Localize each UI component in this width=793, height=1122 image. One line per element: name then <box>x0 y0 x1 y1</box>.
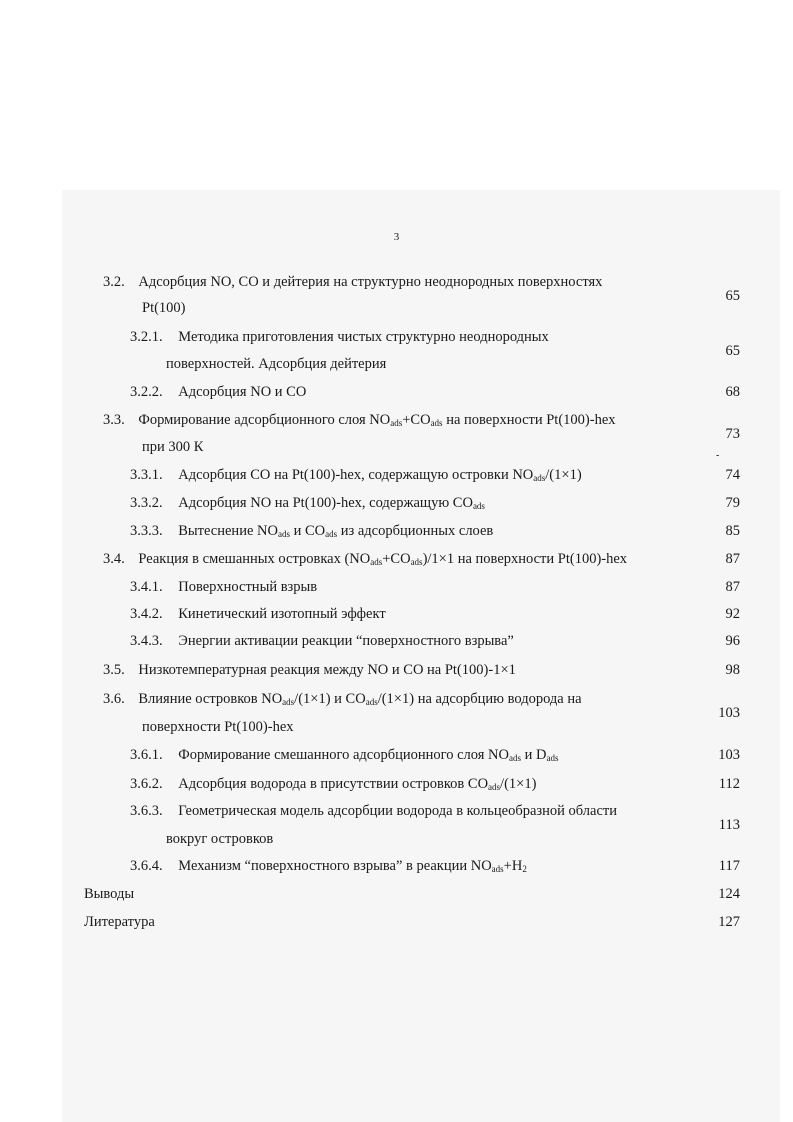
toc-number: 3.4.1. <box>130 579 163 595</box>
toc-page-3-3: 73 <box>725 426 740 442</box>
toc-title-line2: поверхности Pt(100)-hex <box>142 719 294 735</box>
toc-page-references: 127 <box>718 914 740 930</box>
toc-title-line2: при 300 К <box>142 439 204 455</box>
toc-entry-3-5[interactable] <box>103 661 516 679</box>
toc-entry-3-4-1[interactable] <box>130 578 317 596</box>
toc-number: 3.6.3. <box>130 803 163 819</box>
toc-number: 3.3.3. <box>130 523 163 539</box>
scan-mark: - <box>716 450 720 461</box>
toc-title: Формирование смешанного адсорбционного слоя $NO_{ads}$ и $D_{ads}$ <box>178 747 559 763</box>
toc-page-3-5: 98 <box>725 662 740 678</box>
toc-title-line2: вокруг островков <box>166 831 274 847</box>
toc-number: 3.4.2. <box>130 606 163 622</box>
toc-entry-3-4[interactable] <box>103 550 627 568</box>
toc-number: 3.6. <box>103 691 125 707</box>
toc-entry-3-4-2[interactable] <box>130 605 386 623</box>
toc-page-3-3-3: 85 <box>725 523 740 539</box>
toc-number: 3.4.3. <box>130 633 163 649</box>
toc-number: 3.2.2. <box>130 384 163 400</box>
toc-page-3-3-2: 79 <box>725 495 740 511</box>
toc-entry-3-3-3[interactable] <box>130 522 493 540</box>
toc-entry-3-3-2[interactable] <box>130 494 485 512</box>
toc-entry-3-3[interactable] <box>103 411 616 429</box>
toc-title: Энергии активации реакции “поверхностного взрыва” <box>178 633 514 649</box>
toc-page-3-6-1: 103 <box>718 747 740 763</box>
toc-entry-conclusions[interactable]: Выводы <box>84 886 135 902</box>
toc-number: 3.2. <box>103 274 125 290</box>
toc-entry-references[interactable]: Литература <box>84 914 155 930</box>
toc-title: Кинетический изотопный эффект <box>178 606 386 622</box>
toc-number: 3.3.2. <box>130 495 163 511</box>
toc-entry-3-6[interactable] <box>103 690 582 708</box>
toc-number: 3.6.1. <box>130 747 163 763</box>
toc-title-line1: Формирование адсорбционного слоя $NO_{ads}+CO_{ads}$ на поверхности Pt(100)-hex <box>138 412 616 428</box>
toc-number: 3.6.4. <box>130 858 163 874</box>
toc-number: 3.3.1. <box>130 467 163 483</box>
toc-page-3-6-2: 112 <box>718 776 740 792</box>
toc-number: 3.5. <box>103 662 125 678</box>
toc-page-3-4: 87 <box>725 551 740 567</box>
toc-entry-3-6-1[interactable] <box>130 746 558 764</box>
toc-title-line1: Адсорбция NO, CO и дейтерия на структурно неоднородных поверхностях <box>138 274 603 290</box>
toc-title-line1: Методика приготовления чистых структурно неоднородных <box>178 329 549 345</box>
toc-entry-3-6-2[interactable] <box>130 775 536 793</box>
toc-page-3-4-1: 87 <box>725 579 740 595</box>
toc-title-line1: Геометрическая модель адсорбции водорода в кольцеобразной области <box>178 803 617 819</box>
toc-page-3-6-3: 113 <box>718 817 740 833</box>
page-number: 3 <box>393 231 400 243</box>
toc-page-3-6: 103 <box>718 705 740 721</box>
toc-number: 3.3. <box>103 412 125 428</box>
toc-title: Низкотемпературная реакция между NO и CO на Pt(100)-1×1 <box>138 662 516 678</box>
toc-title: Поверхностный взрыв <box>178 579 318 595</box>
toc-number: 3.6.2. <box>130 776 163 792</box>
toc-page-3-4-3: 96 <box>725 633 740 649</box>
toc-entry-3-6-4[interactable] <box>130 857 527 875</box>
toc-title: Адсорбция CO на Pt(100)-hex, содержащую островки $NO_{ads}/(1\times 1)$ <box>178 467 582 483</box>
toc-title: Реакция в смешанных островках $(NO_{ads}+CO_{ads})/1\times 1$ на поверхности Pt(100)-hex <box>138 551 628 567</box>
toc-page-3-2-1: 65 <box>725 343 740 359</box>
toc-number: 3.4. <box>103 551 125 567</box>
toc-entry-3-4-3[interactable] <box>130 632 514 650</box>
toc-title: Вытеснение $NO_{ads}$ и $CO_{ads}$ из адсорбционных слоев <box>178 523 494 539</box>
toc-number: 3.2.1. <box>130 329 163 345</box>
toc-page-3-6-4: 117 <box>718 858 740 874</box>
toc-page-3-4-2: 92 <box>725 606 740 622</box>
toc-page-3-2: 65 <box>725 288 740 304</box>
toc-title-line1: Влияние островков $NO_{ads}/(1\times 1)$ и $CO_{ads}/(1\times 1)$ на адсорбцию водорода на <box>138 691 582 707</box>
toc-title: Адсорбция NO и CO <box>178 384 307 400</box>
toc-entry-3-6-3[interactable] <box>130 802 617 820</box>
toc-title-line2: Pt(100) <box>142 300 186 316</box>
toc-page-conclusions: 124 <box>718 886 740 902</box>
toc-title: Механизм “поверхностного взрыва” в реакции $NO_{ads}+H_2$ <box>178 858 527 874</box>
toc-page-3-3-1: 74 <box>725 467 740 483</box>
toc-entry-3-3-1[interactable] <box>130 466 582 484</box>
toc-title: Адсорбция водорода в присутствии островков $CO_{ads}/(1\times 1)$ <box>178 776 537 792</box>
toc-entry-3-2-2[interactable] <box>130 383 306 401</box>
toc-title: Адсорбция NO на Pt(100)-hex, содержащую $CO_{ads}$ <box>178 495 485 511</box>
toc-title-line2: поверхностей. Адсорбция дейтерия <box>166 356 387 372</box>
toc-entry-3-2-1[interactable] <box>130 328 549 346</box>
toc-page-3-2-2: 68 <box>725 384 740 400</box>
toc-entry-3-2[interactable] <box>103 273 602 291</box>
